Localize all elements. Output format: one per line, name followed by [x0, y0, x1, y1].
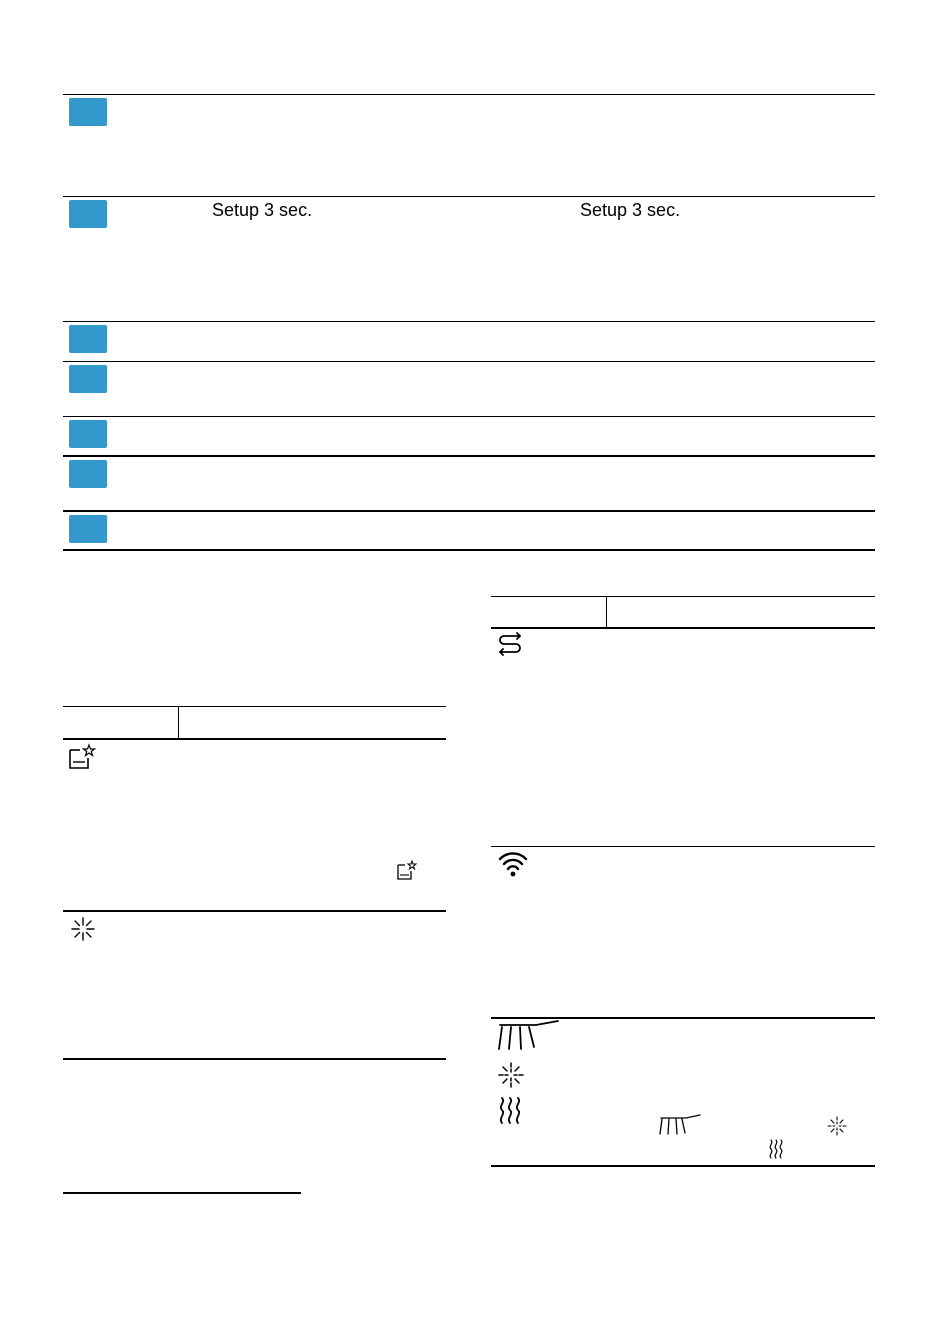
setup-instruction-right: Setup 3 sec. — [580, 200, 681, 220]
left-table-col-divider — [178, 706, 179, 738]
clean-sparkle-icon — [497, 1061, 525, 1089]
left-table-row-divider — [63, 910, 446, 912]
right-table-header-bottom — [491, 627, 875, 629]
step-divider — [63, 321, 875, 322]
setup-instruction-left: Setup 3 sec. — [212, 200, 313, 220]
step-divider — [63, 196, 875, 197]
step-marker-3 — [69, 325, 107, 353]
step-divider — [63, 510, 875, 512]
machine-care-icon — [496, 632, 526, 660]
spray-arm-icon — [496, 1021, 562, 1051]
step-marker-4 — [69, 365, 107, 393]
steps-table-top-rule — [63, 94, 875, 95]
salt-refill-icon — [70, 916, 96, 942]
step-marker-2 — [69, 200, 107, 228]
right-table-col-divider — [606, 596, 607, 627]
spray-arm-icon-small — [658, 1115, 702, 1135]
drying-icon — [498, 1096, 522, 1126]
left-table-header-top — [63, 706, 446, 707]
left-table-header-bottom — [63, 738, 446, 740]
wifi-icon — [498, 850, 528, 878]
left-table-bottom-rule — [63, 1058, 446, 1060]
steps-table-bottom-rule — [63, 549, 875, 551]
step-divider — [63, 455, 875, 457]
right-table-row-divider — [491, 846, 875, 847]
step-marker-5 — [69, 420, 107, 448]
step-marker-7 — [69, 515, 107, 543]
step-divider — [63, 416, 875, 417]
right-table-bottom-rule — [491, 1165, 875, 1167]
clean-sparkle-icon-small — [827, 1116, 847, 1136]
step-divider — [63, 361, 875, 362]
rinse-aid-refill-icon-small — [396, 860, 418, 882]
footnote-rule — [63, 1192, 301, 1194]
step-marker-1 — [69, 98, 107, 126]
right-table-row-divider — [491, 1017, 875, 1019]
right-table-header-top — [491, 596, 875, 597]
rinse-aid-refill-icon — [68, 744, 98, 772]
drying-icon-small — [768, 1139, 784, 1159]
step-marker-6 — [69, 460, 107, 488]
